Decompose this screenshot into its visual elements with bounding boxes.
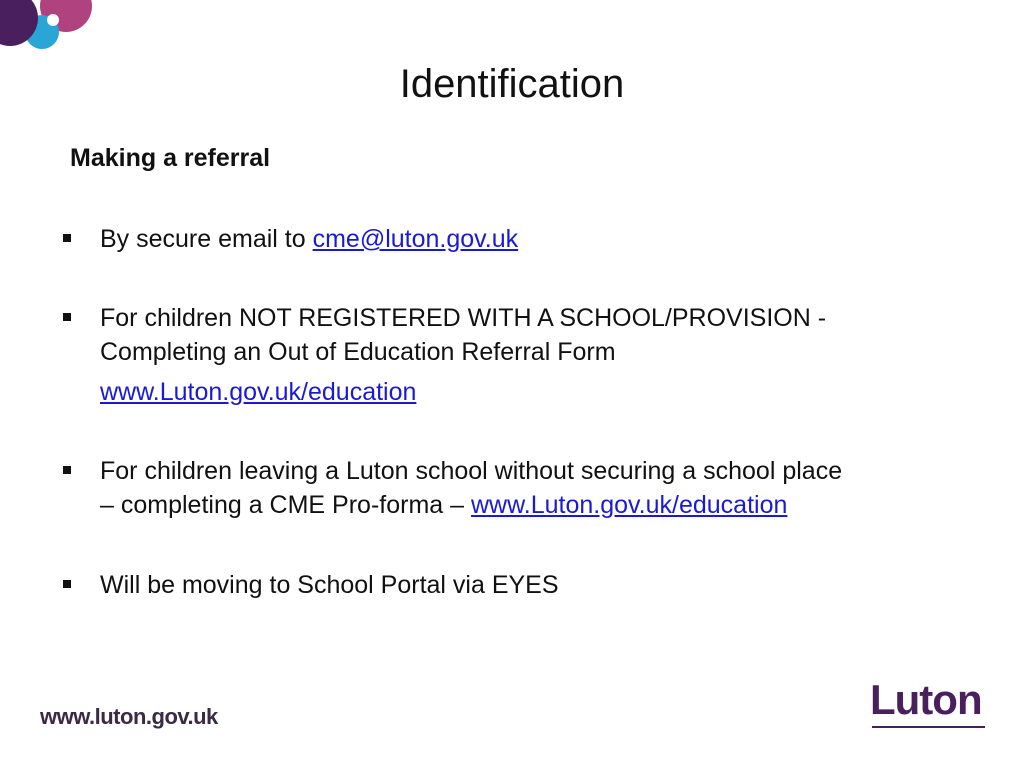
bullet-text: By secure email to [100,225,313,253]
slide-title: Identification [399,62,625,106]
bullet-not-registered [100,301,980,409]
logo-underline [872,726,985,728]
bullet-marker [63,313,71,321]
bullet-marker [63,580,71,588]
bullet-marker [63,234,71,242]
email-link[interactable]: cme@luton.gov.uk [312,225,519,253]
bullet-school-portal [100,568,980,602]
bullet-text-line2: Completing an Out of Education Referral Form [100,338,616,366]
bullet-text-line1: For children leaving a Luton school without securing a school place [100,457,843,485]
bullet-text-line2: – completing a CME Pro-forma – [100,491,471,519]
bullet-marker [63,466,71,474]
luton-logo: Luton [870,676,982,723]
bullet-text: Will be moving to School Portal via EYES [100,571,559,599]
bullet-text-line1: For children NOT REGISTERED WITH A SCHOOL/PROVISION - [100,304,827,332]
bullet-leaving-school [100,454,980,522]
education-link[interactable]: www.Luton.gov.uk/education [100,378,417,406]
footer-url: www.luton.gov.uk [40,704,218,729]
decorative-circles-graphic [0,0,110,60]
bullet-secure-email [100,222,980,256]
subheading: Making a referral [70,144,271,172]
education-link[interactable]: www.Luton.gov.uk/education [470,491,788,519]
white-small-circle [47,14,59,26]
